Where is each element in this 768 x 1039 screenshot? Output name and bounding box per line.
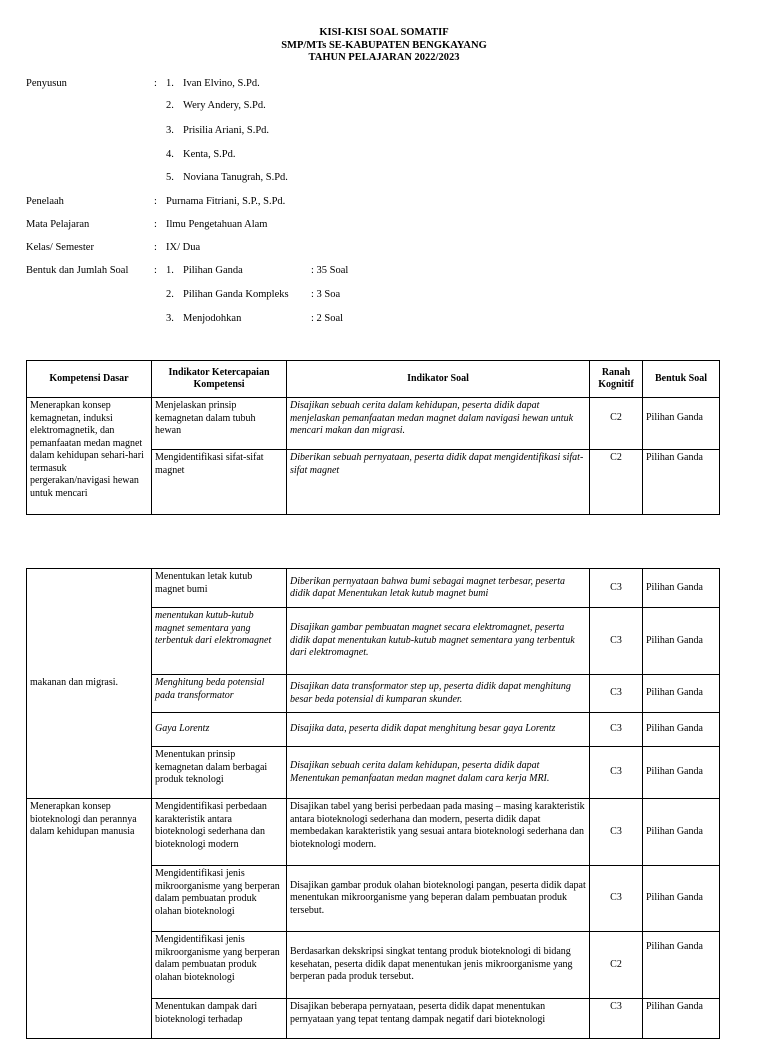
bentuk-count: : 3 Soa (311, 289, 341, 300)
colon: : (154, 265, 157, 276)
bentuk-count: : 35 Soal (311, 265, 349, 276)
bentuk-cell: Pilihan Ganda (643, 675, 720, 713)
kd-cell: makanan dan migrasi. (27, 569, 152, 799)
is-cell: Disajika data, peserta didik dapat menghitung besar gaya Lorentz (287, 713, 590, 747)
bentuk-label: Bentuk dan Jumlah Soal (26, 265, 129, 276)
penelaah-label: Penelaah (26, 196, 64, 207)
penyusun-num: 2. (166, 100, 174, 111)
penyusun-num: 4. (166, 149, 174, 160)
bentuk-cell: Pilihan Ganda (643, 398, 720, 450)
ikk-cell: Menentukan letak kutub magnet bumi (152, 569, 287, 608)
penyusun-num: 3. (166, 125, 174, 136)
mapel-value: Ilmu Pengetahuan Alam (166, 219, 268, 230)
ikk-cell: Menentukan prinsip kemagnetan dalam berbagai produk teknologi (152, 747, 287, 799)
ikk-cell: Mengidentifikasi jenis mikroorganisme yang berperan dalam pembuatan produk olahan bioteknologi (152, 932, 287, 999)
bentuk-type: Menjodohkan (183, 313, 242, 324)
kd-cell: Menerapkan konsep kemagnetan, induksi elektromagnetik, dan pemanfaatan medan magnet dalam kehidupan sehari-hari termasuk pergerakan/navigasi hewan untuk mencari (27, 398, 152, 515)
ikk-cell: Mengidentifikasi sifat-sifat magnet (152, 450, 287, 515)
penyusun-name: Ivan Elvino, S.Pd. (183, 78, 260, 89)
header-bentuk-soal: Bentuk Soal (643, 361, 720, 398)
penyusun-num: 1. (166, 78, 174, 89)
bentuk-cell: Pilihan Ganda (643, 999, 720, 1039)
header-indikator-soal: Indikator Soal (287, 361, 590, 398)
ranah-cell: C2 (590, 450, 643, 515)
ikk-cell: Gaya Lorentz (152, 713, 287, 747)
penyusun-name: Kenta, S.Pd. (183, 149, 236, 160)
bentuk-cell: Pilihan Ganda (643, 866, 720, 932)
colon: : (154, 242, 157, 253)
ranah-cell: C3 (590, 675, 643, 713)
bentuk-count: : 2 Soal (311, 313, 344, 324)
ranah-cell: C3 (590, 799, 643, 866)
ranah-cell: C3 (590, 569, 643, 608)
table-row (27, 799, 720, 866)
kelas-value: IX/ Dua (166, 242, 201, 253)
is-cell: Disajikan gambar produk olahan bioteknologi pangan, peserta didik dapat menentukan mikroorganisme yang beperan dalam pembuatan produk tersebut. (287, 866, 590, 932)
colon: : (154, 219, 157, 230)
is-cell: Disajikan beberapa pernyataan, peserta didik dapat menentukan pernyataan yang tepat tentang dampak negatif dari bioteknologi (287, 999, 590, 1039)
is-cell: Disajikan sebuah cerita dalam kehidupan, peserta didik dapat menjelaskan pemanfaatan medan magnet dalam navigasi hewan untuk mencari makan dan migrasi. (287, 398, 590, 450)
ikk-cell: Menjelaskan prinsip kemagnetan dalam tubuh hewan (152, 398, 287, 450)
header-indikator-kompetensi: Indikator Ketercapaian Kompetensi (152, 361, 287, 398)
ikk-cell: Menghitung beda potensial pada transformator (152, 675, 287, 713)
header-kompetensi-dasar: Kompetensi Dasar (27, 361, 152, 398)
ikk-cell: Menentukan dampak dari bioteknologi terhadap (152, 999, 287, 1039)
table-row (27, 398, 720, 450)
ranah-cell: C3 (590, 999, 643, 1039)
colon: : (154, 196, 157, 207)
bentuk-cell: Pilihan Ganda (643, 450, 720, 515)
kelas-label: Kelas/ Semester (26, 242, 94, 253)
bentuk-num: 3. (166, 313, 174, 324)
penyusun-name: Noviana Tanugrah, S.Pd. (183, 172, 288, 183)
kisi-table-1 (26, 360, 720, 515)
table-header-row (27, 361, 720, 398)
bentuk-type: Pilihan Ganda Kompleks (183, 289, 289, 300)
bentuk-cell: Pilihan Ganda (643, 713, 720, 747)
bentuk-cell: Pilihan Ganda (643, 569, 720, 608)
penyusun-name: Prisilia Ariani, S.Pd. (183, 125, 270, 136)
penyusun-label: Penyusun (26, 78, 67, 89)
ranah-cell: C3 (590, 747, 643, 799)
ranah-cell: C2 (590, 932, 643, 999)
penyusun-name: Wery Andery, S.Pd. (183, 100, 266, 111)
table-row (27, 569, 720, 608)
kd-cell: Menerapkan konsep bioteknologi dan perannya dalam kehidupan manusia (27, 799, 152, 1039)
is-cell: Disajikan data transformator step up, peserta didik dapat menghitung besar beda potensial di kumparan skunder. (287, 675, 590, 713)
doc-year: TAHUN PELAJARAN 2022/2023 (308, 52, 460, 63)
bentuk-cell: Pilihan Ganda (643, 747, 720, 799)
is-cell: Diberikan sebuah pernyataan, peserta didik dapat mengidentifikasi sifat-sifat magnet (287, 450, 590, 515)
ikk-cell: Mengidentifikasi jenis mikroorganisme yang berperan dalam pembuatan produk olahan bioteknologi (152, 866, 287, 932)
ranah-cell: C3 (590, 713, 643, 747)
mapel-label: Mata Pelajaran (26, 219, 90, 230)
bentuk-cell: Pilihan Ganda (643, 799, 720, 866)
doc-title: KISI-KISI SOAL SOMATIF (319, 27, 449, 38)
bentuk-num: 2. (166, 289, 174, 300)
penyusun-num: 5. (166, 172, 174, 183)
bentuk-num: 1. (166, 265, 174, 276)
bentuk-type: Pilihan Ganda (183, 265, 243, 276)
bentuk-cell: Pilihan Ganda (643, 608, 720, 675)
ikk-cell: menentukan kutub-kutub magnet sementara yang terbentuk dari elektromagnet (152, 608, 287, 675)
bentuk-cell: Pilihan Ganda (643, 932, 720, 999)
doc-subtitle: SMP/MTs SE-KABUPATEN BENGKAYANG (281, 40, 487, 51)
colon: : (154, 78, 157, 89)
is-cell: Disajikan gambar pembuatan magnet secara elektromagnet, peserta didik dapat menentukan kutub-kutub magnet sementara yang terbentuk dari elektromagnet. (287, 608, 590, 675)
ranah-cell: C3 (590, 608, 643, 675)
penelaah-value: Purnama Fitriani, S.P., S.Pd. (166, 196, 286, 207)
ranah-cell: C3 (590, 866, 643, 932)
ranah-cell: C2 (590, 398, 643, 450)
header-ranah-kognitif: Ranah Kognitif (590, 361, 643, 398)
is-cell: Berdasarkan dekskripsi singkat tentang produk bioteknologi di bidang kesehatan, peserta didik dapat menentukan jenis mikroorganisme yang berperan pada produk tersebut. (287, 932, 590, 999)
is-cell: Disajikan tabel yang berisi perbedaan pada masing – masing karakteristik antara bioteknologi sederhana dan modern, peserta didik dapat membedakan karakteristik yang sesuai antara bioteknologi sederhana dan bioteknologi modern. (287, 799, 590, 866)
is-cell: Diberikan pernyataan bahwa bumi sebagai magnet terbesar, peserta didik dapat Menentukan letak kutub magnet bumi (287, 569, 590, 608)
is-cell: Disajikan sebuah cerita dalam kehidupan, peserta didik dapat Menentukan pemanfaatan medan magnet dalam cara kerja MRI. (287, 747, 590, 799)
ikk-cell: Mengidentifikasi perbedaan karakteristik antara bioteknologi sederhana dan bioteknologi modern (152, 799, 287, 866)
kisi-table-2 (26, 568, 720, 1039)
